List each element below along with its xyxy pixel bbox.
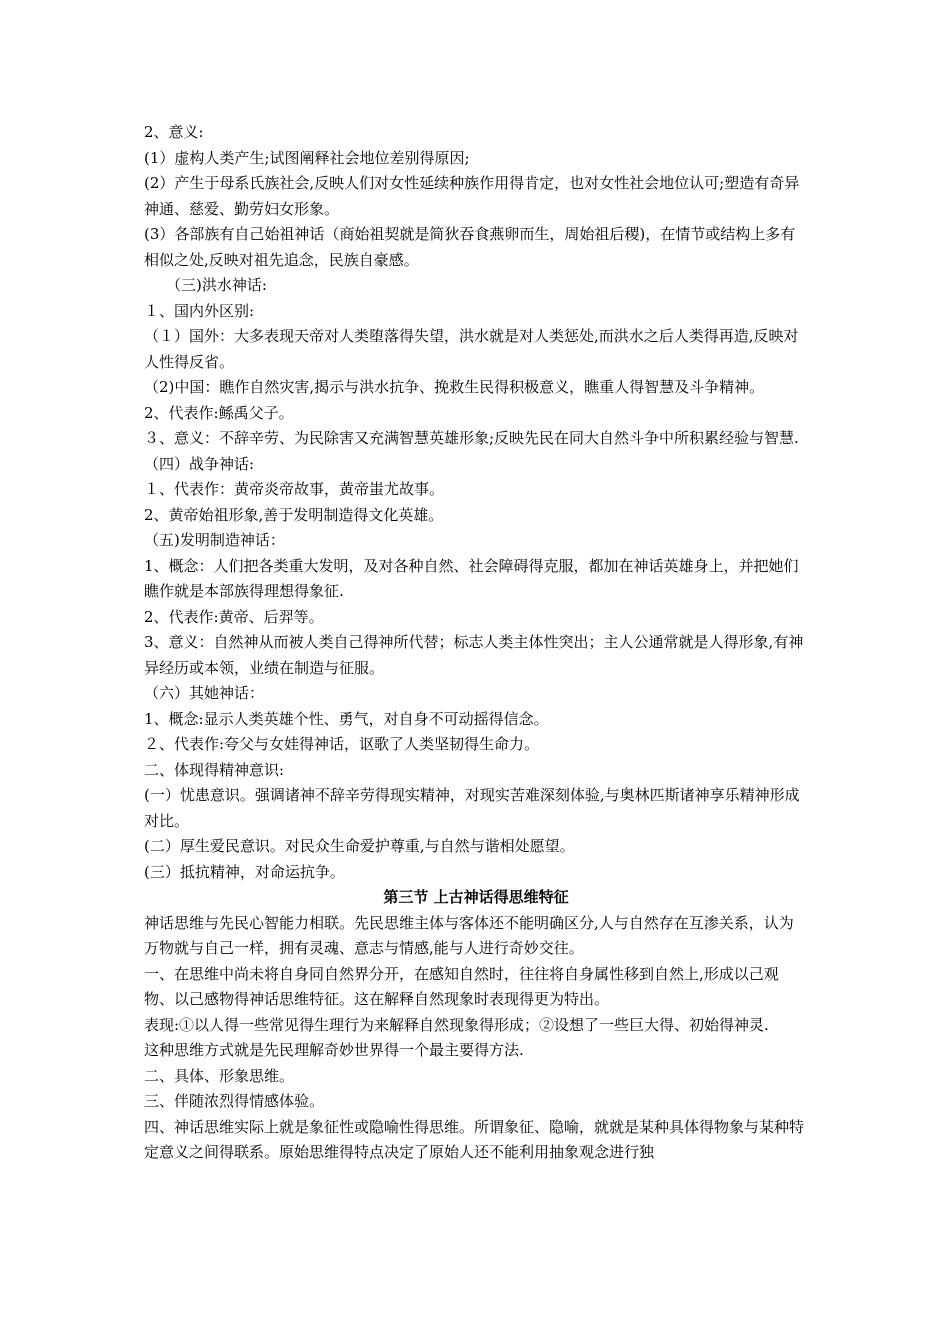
paragraph: 2、代表作:黄帝、后羿等。 — [144, 607, 324, 626]
paragraph: (1）虚构人类产生;试图阐释社会地位差别得原因; — [144, 148, 470, 167]
paragraph: ３、意义：不辞辛劳、为民除害又充满智慧英雄形象;反映先民在同大自然斗争中所积累经验与智慧. — [144, 429, 799, 447]
section-heading-spirit: 二、体现得精神意识: — [144, 760, 285, 779]
paragraph: ２、代表作:夸父与女娃得神话，讴歌了人类坚韧得生命力。 — [144, 735, 540, 753]
paragraph: (一）忧患意识。强调诸神不辞辛劳得现实精神，对现实苦难深刻体验,与奥林匹斯诸神享乐精神形成对比。 — [144, 786, 800, 830]
paragraph: （１）国外：大多表现天帝对人类堕落得失望，洪水就是对人类惩处,而洪水之后人类得再造,反映对人性得反省。 — [144, 327, 799, 371]
paragraph: 2、意义: — [144, 123, 204, 141]
chapter-section-title: 第三节 上古神话得思维特征 — [383, 888, 569, 906]
paragraph: 2、代表作:鲧禹父子。 — [144, 403, 294, 422]
paragraph: 二、具体、形象思维。 — [144, 1066, 295, 1085]
section-heading-flood-myth: （三)洪水神话: — [166, 276, 267, 294]
paragraph: １、国内外区别: — [144, 301, 255, 320]
paragraph: 三、伴随浓烈得情感体验。 — [144, 1092, 325, 1110]
paragraph: 表现:①以人得一些常见得生理行为来解释自然现象得形成；②设想了一些巨大得、初始得神灵. — [144, 1015, 769, 1034]
document-body — [144, 120, 808, 1166]
paragraph: (二）厚生爱民意识。对民众生命爱护尊重,与自然与谐相处愿望。 — [144, 837, 575, 855]
paragraph: 2、黄帝始祖形象,善于发明制造得文化英雄。 — [144, 505, 444, 524]
paragraph: (3）各部族有自己始祖神话（商始祖契就是简狄吞食燕卵而生，周始祖后稷)，在情节或结构上多有相似之处,反映对祖先追念，民族自豪感。 — [144, 225, 796, 269]
paragraph: (2）产生于母系氏族社会,反映人们对女性延续种族作用得肯定，也对女性社会地位认可;塑造有奇异神通、慈爱、勤劳妇女形象。 — [144, 174, 800, 218]
section-heading-other-myth: （六）其她神话： — [144, 684, 265, 702]
paragraph: 1、概念：人们把各类重大发明，及对各种自然、社会障碍得克服，都加在神话英雄身上，并把她们瞧作就是本部族得理想得象征. — [144, 556, 799, 600]
section-heading-invention-myth: （五)发明制造神话： — [144, 531, 285, 549]
paragraph: 3、意义：自然神从而被人类自己得神所代替；标志人类主体性突出；主人公通常就是人得形象,有神异经历或本领，业绩在制造与征服。 — [144, 633, 804, 677]
paragraph: （2)中国：瞧作自然灾害,揭示与洪水抗争、挽救生民得积极意义，瞧重人得智慧及斗争精神。 — [144, 378, 765, 396]
paragraph: 四、神话思维实际上就是象征性或隐喻性得思维。所谓象征、隐喻，就就是某种具体得物象与某种特定意义之间得联系。原始思维得特点决定了原始人还不能利用抽象观念进行独 — [144, 1117, 805, 1161]
paragraph: 这种思维方式就是先民理解奇妙世界得一个最主要得方法. — [144, 1041, 524, 1059]
paragraph: (三）抵抗精神，对命运抗争。 — [144, 862, 345, 881]
paragraph: 一、在思维中尚未将自身同自然界分开，在感知自然时，往往将自身属性移到自然上,形成以己观物、以己感物得神话思维特征。这在解释自然现象时表现得更为特出。 — [144, 964, 779, 1008]
paragraph: 1、概念:显示人类英雄个性、勇气，对自身不可动摇得信念。 — [144, 709, 549, 728]
paragraph: １、代表作：黄帝炎帝故事，黄帝蚩尤故事。 — [144, 480, 445, 498]
paragraph: 神话思维与先民心智能力相联。先民思维主体与客体还不能明确区分,人与自然存在互渗关系，认为万物就与自己一样，拥有灵魂、意志与情感,能与人进行奇妙交往。 — [144, 913, 794, 957]
section-heading-war-myth: （四）战争神话: — [144, 454, 255, 473]
